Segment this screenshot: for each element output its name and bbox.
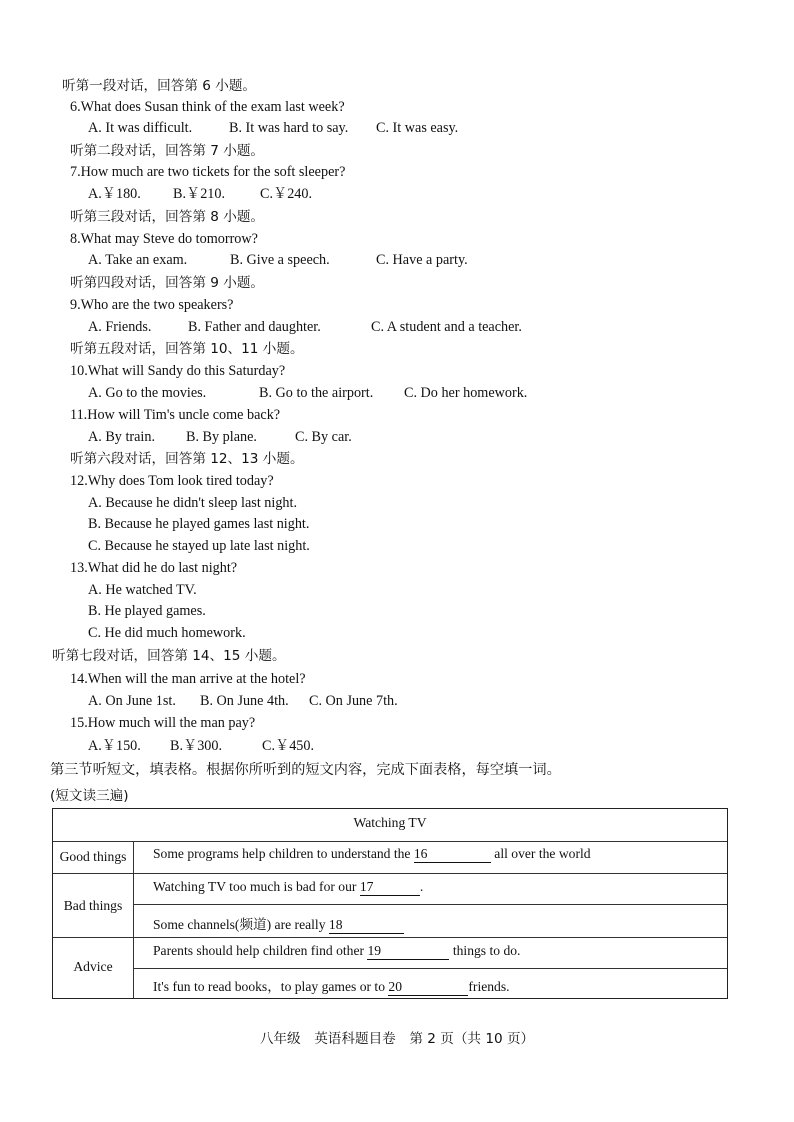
sentence-text: things to do. <box>452 943 521 958</box>
blank-number: 16 <box>413 846 428 861</box>
option-a: A. He watched TV. <box>88 582 197 598</box>
question-options <box>88 118 458 138</box>
option-c: C. Have a party. <box>376 252 468 268</box>
blank-number: 18 <box>328 917 343 932</box>
page-footer: 八年级 英语科题目卷 第 2 页（共 10 页） <box>259 1031 535 1047</box>
table-divider <box>53 873 727 874</box>
question-stem: 15.How much will the man pay? <box>70 715 256 731</box>
option-b: B. He played games. <box>88 603 206 619</box>
section-heading: 听第三段对话，回答第 8 小题。 <box>70 209 265 225</box>
option-a: A. Take an exam. <box>88 252 188 268</box>
section-heading: 听第二段对话，回答第 7 小题。 <box>70 143 265 159</box>
option-b: B. On June 4th. <box>200 693 289 709</box>
question-stem: 11.How will Tim's uncle come back? <box>70 407 281 423</box>
question-options <box>88 184 312 204</box>
question-stem: 7.How much are two tickets for the soft sleeper? <box>70 164 346 180</box>
option-c: C. Because he stayed up late last night. <box>88 538 310 554</box>
answer-blank-16[interactable] <box>414 846 491 863</box>
question-options <box>88 383 527 403</box>
watching-tv-table <box>52 808 728 999</box>
question-options <box>88 250 468 270</box>
table-divider <box>133 968 727 969</box>
option-b: B. By plane. <box>186 429 257 445</box>
row-label-bad: Bad things <box>63 898 123 913</box>
question-stem: 8.What may Steve do tomorrow? <box>70 231 258 247</box>
answer-blank-18[interactable] <box>329 917 404 934</box>
sentence-text: Watching TV too much is bad for our <box>153 879 360 894</box>
option-c: C. Do her homework. <box>404 385 528 401</box>
option-c: C.￥240. <box>260 186 313 202</box>
sentence-text: Parents should help children find other <box>153 943 368 958</box>
sentence-text: Some programs help children to understand the <box>153 846 414 861</box>
option-b: B. Give a speech. <box>230 252 330 268</box>
sentence-text: Some channels(频道) are really <box>153 917 329 932</box>
question-options <box>88 427 352 447</box>
option-c: C. By car. <box>295 429 352 445</box>
option-a: A. On June 1st. <box>88 693 176 709</box>
option-a: A. Friends. <box>88 319 152 335</box>
option-c: C. He did much homework. <box>88 625 246 641</box>
answer-blank-20[interactable] <box>388 979 468 996</box>
option-a: A. Go to the movies. <box>88 385 207 401</box>
row-label-advice: Advice <box>73 959 113 974</box>
sentence-text: It's fun to read books，to play games or to <box>153 979 389 994</box>
table-sentence <box>153 913 404 934</box>
blank-number: 19 <box>367 943 382 958</box>
table-sentence <box>153 975 510 996</box>
blank-number: 17 <box>359 879 374 894</box>
row-label-good: Good things <box>59 849 127 864</box>
option-b: B. Father and daughter. <box>188 319 321 335</box>
option-c: C. It was easy. <box>376 120 459 136</box>
option-a: A. Because he didn't sleep last night. <box>88 495 298 511</box>
question-stem: 9.Who are the two speakers? <box>70 297 234 313</box>
question-stem: 13.What did he do last night? <box>70 560 238 576</box>
section-heading: 听第六段对话，回答第 12、13 小题。 <box>70 451 304 467</box>
table-divider <box>133 841 134 998</box>
question-options <box>88 736 314 756</box>
option-a: A.￥150. <box>88 738 141 754</box>
option-a: A.￥180. <box>88 186 141 202</box>
table-title: Watching TV <box>353 815 427 830</box>
option-c: C. A student and a teacher. <box>371 319 522 335</box>
question-stem: 6.What does Susan think of the exam last week? <box>70 99 345 115</box>
part-note: (短文读三遍) <box>50 788 129 804</box>
table-divider <box>53 937 727 938</box>
section-heading: 听第一段对话，回答第 6 小题。 <box>62 78 257 94</box>
option-b: B. Because he played games last night. <box>88 516 310 532</box>
option-a: A. It was difficult. <box>88 120 193 136</box>
section-heading: 听第五段对话，回答第 10、11 小题。 <box>70 341 304 357</box>
question-stem: 12.Why does Tom look tired today? <box>70 473 274 489</box>
option-b: B.￥300. <box>170 738 223 754</box>
option-c: C. On June 7th. <box>309 693 398 709</box>
blank-number: 20 <box>388 979 402 994</box>
table-sentence <box>153 846 591 863</box>
option-c: C.￥450. <box>262 738 315 754</box>
option-b: B.￥210. <box>173 186 226 202</box>
section-heading: 听第七段对话，回答第 14、15 小题。 <box>52 648 286 664</box>
question-options <box>88 317 522 337</box>
question-options <box>88 691 398 711</box>
question-stem: 10.What will Sandy do this Saturday? <box>70 363 286 379</box>
sentence-text: . <box>419 879 424 894</box>
sentence-text: all over the world <box>494 846 591 861</box>
section-heading: 听第四段对话，回答第 9 小题。 <box>70 275 265 291</box>
option-a: A. By train. <box>88 429 155 445</box>
answer-blank-17[interactable] <box>360 879 420 896</box>
question-stem: 14.When will the man arrive at the hotel? <box>70 671 306 687</box>
sentence-text: friends. <box>468 979 510 994</box>
part-heading: 第三节听短文，填表格。根据你所听到的短文内容，完成下面表格，每空填一词。 <box>50 762 561 778</box>
answer-blank-19[interactable] <box>367 943 449 960</box>
option-b: B. It was hard to say. <box>229 120 349 136</box>
table-divider <box>53 841 727 842</box>
table-sentence <box>153 943 520 960</box>
option-b: B. Go to the airport. <box>259 385 374 401</box>
table-divider <box>133 904 727 905</box>
table-sentence <box>153 879 423 896</box>
